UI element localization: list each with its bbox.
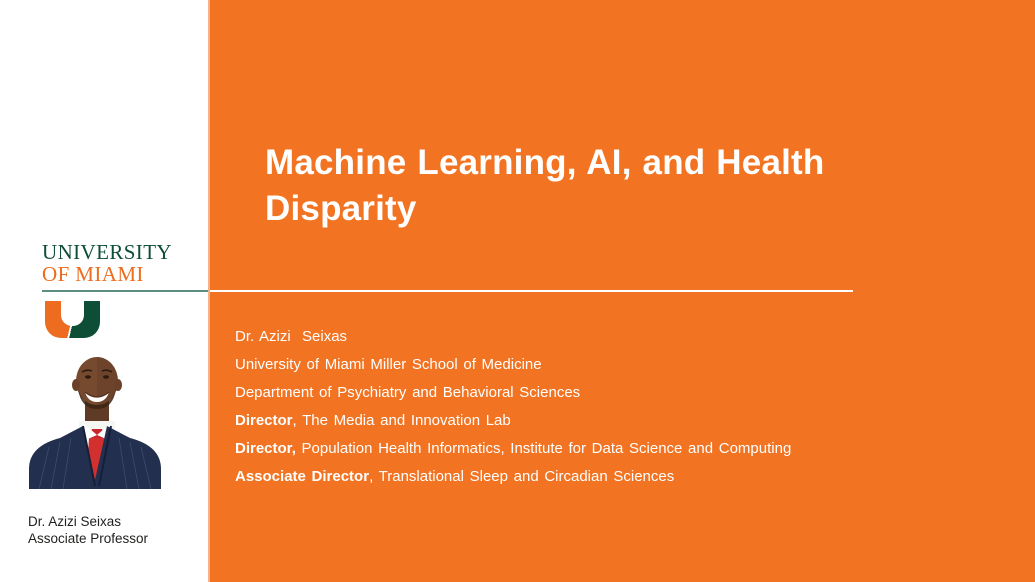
slide-title: Machine Learning, AI, and Health Disparity	[265, 143, 825, 228]
credential-regular-text: , The Media and Innovation Lab	[292, 412, 511, 429]
caption-role: Associate Professor	[28, 531, 149, 546]
credential-line	[235, 463, 1025, 491]
university-wordmark	[42, 241, 172, 285]
credential-regular-text: Department of Psychiatry and Behavioral Sciences	[235, 384, 581, 401]
photo-caption	[28, 513, 148, 547]
credential-bold-text: Associate Director	[235, 468, 370, 485]
speaker-portrait-illustration	[25, 347, 165, 489]
credential-bold-text: Director	[235, 412, 293, 429]
speaker-photo	[25, 347, 165, 489]
sidebar	[0, 0, 208, 582]
credential-regular-text: Population Health Informatics, Institute for Data Science and Computing	[295, 440, 792, 457]
credential-line	[235, 407, 1025, 435]
sidebar-divider-rule	[42, 290, 208, 292]
orange-panel	[208, 0, 1035, 582]
wordmark-university: UNIVERSITY	[42, 240, 172, 264]
credential-line	[235, 351, 1025, 379]
credential-regular-text: University of Miami Miller School of Medicine	[235, 356, 542, 373]
miami-split-u-icon	[45, 301, 100, 338]
title-divider-rule	[210, 290, 853, 292]
credential-regular-text: Dr. Azizi Seixas	[235, 328, 348, 345]
credential-line	[235, 379, 1025, 407]
credential-bold-text: Director,	[235, 440, 296, 457]
credentials-block	[235, 323, 1025, 491]
credential-line	[235, 435, 1025, 463]
credential-regular-text: , Translational Sleep and Circadian Sciences	[369, 468, 675, 485]
wordmark-of-miami: OF MIAMI	[42, 262, 144, 286]
credential-line	[235, 323, 1025, 351]
caption-name: Dr. Azizi Seixas	[28, 514, 122, 529]
